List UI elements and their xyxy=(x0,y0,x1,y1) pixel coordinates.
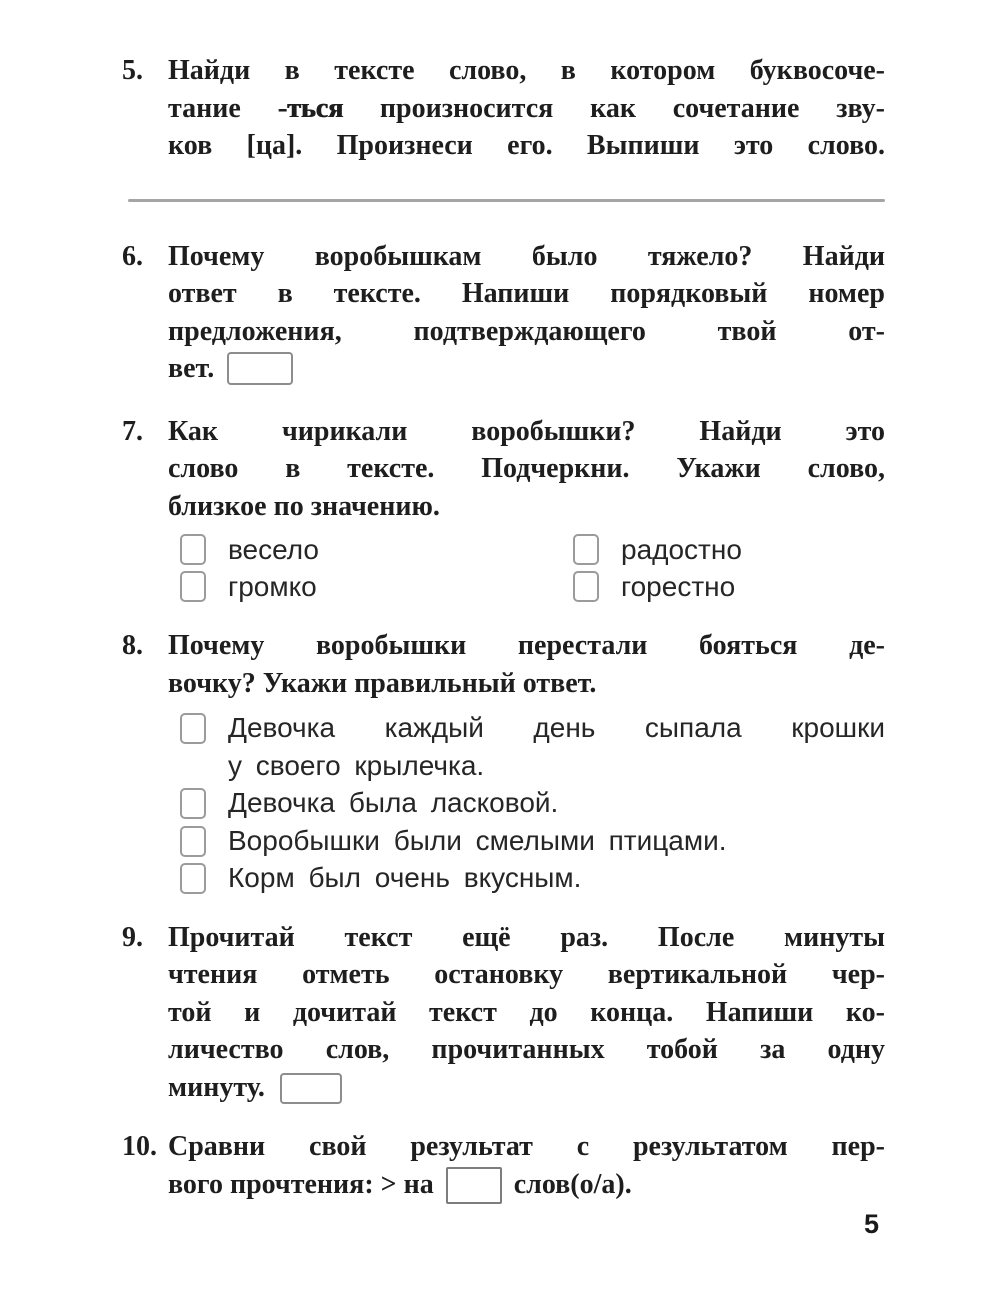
answer-box-input[interactable] xyxy=(280,1073,342,1104)
question-9-line-2: чтения отметь остановку вертикальной чер- xyxy=(168,959,885,990)
option-checkbox[interactable] xyxy=(180,713,206,744)
answer-box-input[interactable] xyxy=(227,352,293,385)
option-checkbox[interactable] xyxy=(573,534,599,565)
question-10-number: 10. xyxy=(122,1131,157,1162)
option-label: весело xyxy=(228,534,319,565)
option-veselo xyxy=(180,531,573,568)
answer-option xyxy=(168,709,885,784)
option-text: Девочка была ласковой. xyxy=(228,787,559,818)
answer-option xyxy=(168,822,885,860)
option-checkbox[interactable] xyxy=(180,863,206,894)
option-label: горестно xyxy=(621,571,736,602)
question-9-line-5 xyxy=(168,1069,885,1107)
question-10-line-2 xyxy=(168,1166,885,1204)
question-9-line-5-text: минуту. xyxy=(168,1071,265,1103)
question-5-line-2-pre: тание xyxy=(168,92,278,124)
option-checkbox[interactable] xyxy=(180,826,206,857)
question-9 xyxy=(122,919,885,1107)
question-7-options xyxy=(168,531,885,605)
question-9-line-1: Прочитай текст ещё раз. После минуты xyxy=(168,921,885,953)
option-checkbox[interactable] xyxy=(180,534,206,565)
question-7-line-1: Как чирикали воробышки? Найди это xyxy=(168,415,885,447)
section-divider xyxy=(128,199,885,202)
option-gorestno xyxy=(573,568,742,605)
question-6-line-4-text: вет. xyxy=(168,353,215,384)
question-8-line-2: вочку? Укажи правильный ответ. xyxy=(168,667,597,699)
question-7-line-2: слово в тексте. Подчеркни. Укажи слово, xyxy=(168,453,885,484)
letter-combination-bold: -ться xyxy=(277,92,344,124)
question-5-line-2 xyxy=(168,90,885,128)
question-8-line-1: Почему воробышки перестали бояться де- xyxy=(168,630,885,661)
answer-option xyxy=(168,859,885,897)
question-9-number: 9. xyxy=(122,921,143,953)
question-6-line-3: предложения, подтверждающего твой от- xyxy=(168,315,885,347)
question-6 xyxy=(122,238,885,388)
question-9-line-3: той и дочитай текст до конца. Напиши ко- xyxy=(168,996,885,1028)
question-6-line-4 xyxy=(168,350,885,388)
question-8-options xyxy=(168,709,885,897)
question-5-line-2-post: произносится как сочетание зву- xyxy=(343,92,885,124)
question-6-line-2: ответ в тексте. Напиши порядковый номер xyxy=(168,278,885,309)
question-10-line-1: Сравни свой результат с результатом пер- xyxy=(168,1131,885,1162)
question-7-line-3: близкое по значению. xyxy=(168,490,440,522)
option-checkbox[interactable] xyxy=(180,571,206,602)
question-7 xyxy=(122,413,885,606)
question-8 xyxy=(122,627,885,897)
question-5-line-1: Найди в тексте слово, в котором буквосоче- xyxy=(168,55,885,86)
option-checkbox[interactable] xyxy=(180,788,206,819)
page-number: 5 xyxy=(863,1208,879,1239)
question-6-line-1: Почему воробышкам было тяжело? Найди xyxy=(168,240,885,272)
option-radostno xyxy=(573,531,742,568)
question-5 xyxy=(122,52,885,165)
question-10-line-2-pre: вого прочтения: > на xyxy=(168,1168,434,1200)
option-text-line-1: Девочка каждый день сыпала крошки xyxy=(228,712,885,743)
option-label: громко xyxy=(228,571,317,602)
question-9-line-4: личество слов, прочитанных тобой за одну xyxy=(168,1034,885,1065)
answer-option xyxy=(168,784,885,822)
option-text-line-2: у своего крылечка. xyxy=(228,749,485,781)
option-checkbox[interactable] xyxy=(573,571,599,602)
option-text: Корм был очень вкусным. xyxy=(228,862,582,893)
answer-box-input[interactable] xyxy=(446,1167,502,1204)
option-text: Воробышки были смелыми птицами. xyxy=(228,824,727,856)
question-10-line-2-post: слов(о/а). xyxy=(513,1168,632,1200)
question-8-number: 8. xyxy=(122,630,143,661)
question-6-number: 6. xyxy=(122,240,143,272)
question-5-number: 5. xyxy=(122,55,143,86)
question-7-number: 7. xyxy=(122,415,143,447)
question-10 xyxy=(122,1128,885,1204)
option-label: радостно xyxy=(621,534,742,565)
option-gromko xyxy=(180,568,573,605)
question-5-line-3: ков [ца]. Произнеси его. Выпиши это слово. xyxy=(168,130,885,161)
